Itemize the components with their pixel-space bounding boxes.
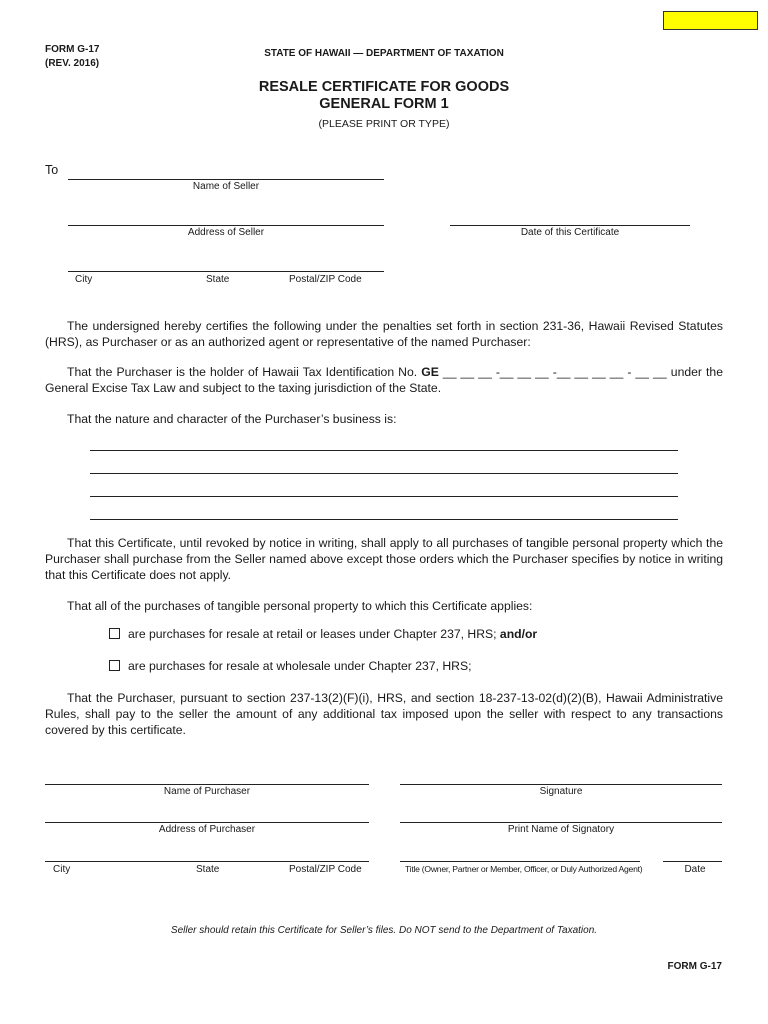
- form-title: RESALE CERTIFICATE FOR GOODS: [258, 79, 510, 95]
- seller-city-state-zip-field[interactable]: [68, 271, 384, 272]
- print-name-label: Print Name of Signatory: [507, 824, 615, 835]
- purchaser-city-label: City: [53, 864, 71, 875]
- purchaser-state-label: State: [196, 864, 220, 875]
- purchaser-name-field[interactable]: [45, 784, 369, 785]
- form-subtitle: GENERAL FORM 1: [319, 96, 449, 112]
- footer-form-id: FORM G-17: [667, 961, 722, 972]
- purchaser-city-state-zip-field[interactable]: [45, 861, 369, 862]
- signature-label: Signature: [539, 786, 583, 797]
- seller-name-field[interactable]: [68, 179, 384, 180]
- business-line-3[interactable]: [90, 496, 678, 497]
- print-name-field[interactable]: [400, 822, 722, 823]
- seller-state-label: State: [206, 274, 230, 285]
- additional-tax-paragraph: That the Purchaser, pursuant to section 237-13(2)(F)(i), HRS, and section 18-237-13-02(d)(2)(B), Hawaii Administrative Rules, shall pay to the seller the amount of any additional tax imposed upon the seller with respect to any transactions covered by this certificate.: [45, 691, 723, 737]
- purchaser-address-field[interactable]: [45, 822, 369, 823]
- seller-city-label: City: [75, 274, 93, 285]
- print-instruction: (PLEASE PRINT OR TYPE): [318, 118, 450, 130]
- certification-paragraph: The undersigned hereby certifies the following under the penalties set forth in section 231-36, Hawaii Revised Statutes (HRS), as Purchaser or as an authorized agent or representative of the named Purchaser:: [45, 319, 723, 349]
- purchaser-name-label: Name of Purchaser: [163, 786, 251, 797]
- certificate-date-field[interactable]: [450, 225, 690, 226]
- certificate-date-label: Date of this Certificate: [520, 227, 620, 238]
- form-id: FORM G-17: [45, 44, 100, 55]
- seller-name-label: Name of Seller: [192, 181, 260, 192]
- purchases-paragraph: That all of the purchases of tangible personal property to which this Certificate applies:: [67, 599, 533, 613]
- seller-address-field[interactable]: [68, 225, 384, 226]
- tax-id-paragraph: That the Purchaser is the holder of Hawaii Tax Identification No. GE __ __ __ -__ __ __ -__ __ __ __ - __ __ under the General Excise Tax Law and subject to the taxing jurisdiction of the State.: [45, 365, 723, 395]
- retention-note: Seller should retain this Certificate for Seller’s files. Do NOT send to the Department of Taxation.: [170, 925, 598, 936]
- form-revision: (REV. 2016): [45, 58, 100, 69]
- to-label: To: [45, 163, 59, 177]
- business-line-2[interactable]: [90, 473, 678, 474]
- purchaser-zip-label: Postal/ZIP Code: [289, 864, 362, 875]
- highlight-box: [663, 11, 758, 30]
- seller-address-label: Address of Seller: [187, 227, 265, 238]
- retail-checkbox[interactable]: [109, 628, 120, 639]
- purchaser-date-label: Date: [684, 864, 706, 875]
- agency-name: STATE OF HAWAII — DEPARTMENT OF TAXATION: [264, 48, 504, 59]
- wholesale-checkbox[interactable]: [109, 660, 120, 671]
- option-retail: are purchases for resale at retail or leases under Chapter 237, HRS; and/or: [109, 627, 537, 641]
- ge-prefix: GE: [421, 365, 439, 379]
- tax-id-blanks[interactable]: __ __ __ -__ __ __ -__ __ __ __ - __ __: [442, 365, 667, 379]
- purchaser-address-label: Address of Purchaser: [158, 824, 256, 835]
- purchaser-date-field[interactable]: [663, 861, 722, 862]
- business-line-1[interactable]: [90, 450, 678, 451]
- revocation-paragraph: That this Certificate, until revoked by notice in writing, shall apply to all purchases of tangible personal property which the Purchaser shall purchase from the Seller named above except those orders which the Purchaser specifies by notice in writing that this Certificate does not apply.: [45, 536, 723, 582]
- seller-zip-label: Postal/ZIP Code: [289, 274, 362, 285]
- business-nature-paragraph: That the nature and character of the Purchaser’s business is:: [67, 412, 397, 426]
- title-field[interactable]: [400, 861, 640, 862]
- signature-field[interactable]: [400, 784, 722, 785]
- business-line-4[interactable]: [90, 519, 678, 520]
- title-label: Title (Owner, Partner or Member, Officer, or Duly Authorized Agent): [405, 864, 643, 874]
- option-wholesale: are purchases for resale at wholesale under Chapter 237, HRS;: [109, 659, 471, 673]
